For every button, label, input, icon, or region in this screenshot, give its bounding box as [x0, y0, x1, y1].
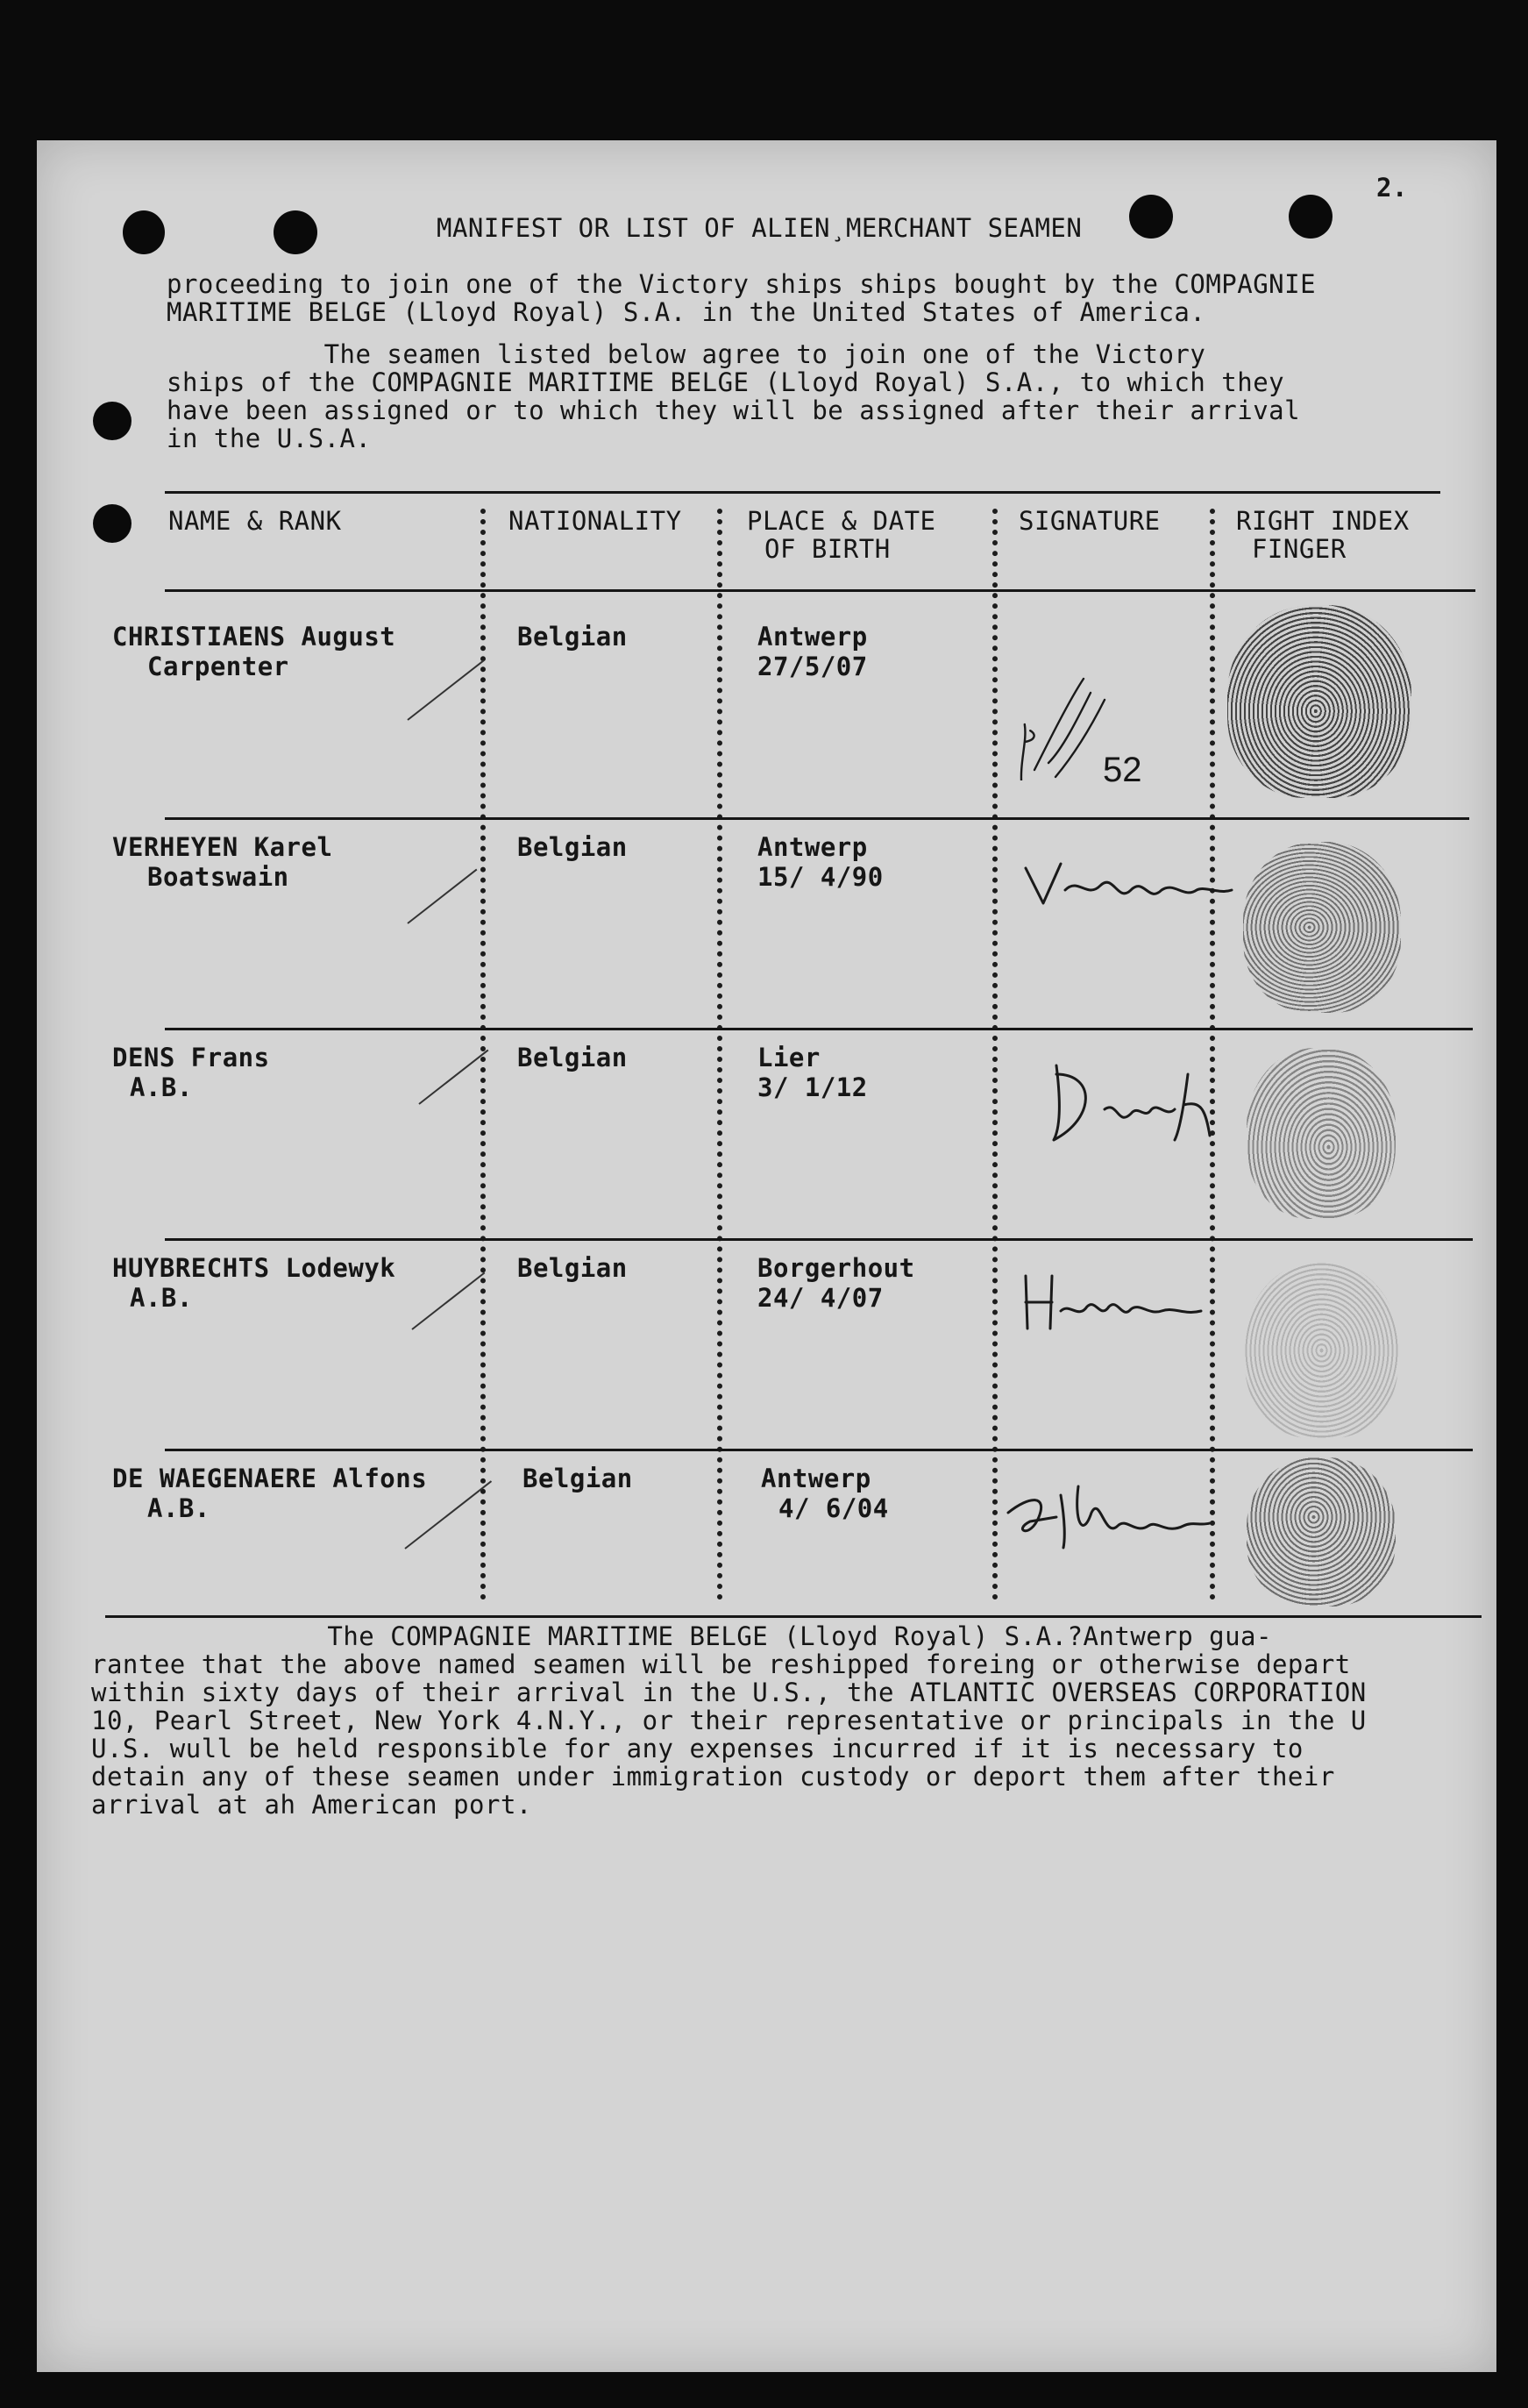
- row-rule: [165, 1238, 1473, 1241]
- guarantee-line: The COMPAGNIE MARITIME BELGE (Lloyd Royal) S.A.?Antwerp gua-: [91, 1621, 1272, 1651]
- nationality: Belgian: [517, 1253, 628, 1283]
- fingerprint: [1227, 605, 1411, 798]
- punch-hole: [93, 504, 131, 543]
- paragraph-line: in the U.S.A.: [167, 424, 372, 453]
- guarantee-line: arrival at ah American port.: [91, 1790, 532, 1820]
- page-title: MANIFEST OR LIST OF ALIEN¸MERCHANT SEAMEN: [437, 213, 1083, 243]
- guarantee-line: within sixty days of their arrival in the U.S., the ATLANTIC OVERSEAS CORPORATION: [91, 1678, 1367, 1707]
- signature-image: [1006, 605, 1182, 780]
- punch-hole: [1289, 195, 1333, 239]
- seaman-name: HUYBRECHTS Lodewyk: [112, 1253, 396, 1283]
- column-separator: [717, 509, 722, 1600]
- header-finger: FINGER: [1236, 534, 1347, 564]
- seaman-name: VERHEYEN Karel: [112, 832, 333, 862]
- nationality: Belgian: [517, 832, 628, 862]
- signature-image: [1017, 851, 1236, 938]
- paragraph-line: have been assigned or to which they will be assigned after their arrival: [167, 395, 1301, 425]
- signature-image: [1034, 1057, 1254, 1144]
- signature-note: 52: [1103, 751, 1142, 789]
- seaman-rank: A.B.: [130, 1283, 193, 1313]
- header-nationality: NATIONALITY: [508, 506, 682, 536]
- fingerprint: [1247, 1457, 1396, 1607]
- signature-image: [995, 1478, 1214, 1565]
- birth-date: 24/ 4/07: [757, 1283, 884, 1313]
- birth-date: 3/ 1/12: [757, 1072, 868, 1102]
- birth-place: Borgerhout: [757, 1253, 915, 1283]
- seaman-rank: Boatswain: [147, 862, 289, 892]
- header-finger: RIGHT INDEX: [1236, 506, 1410, 536]
- column-separator: [1210, 509, 1215, 1600]
- row-rule: [165, 817, 1469, 820]
- fingerprint: [1243, 842, 1401, 1013]
- punch-hole: [123, 210, 165, 254]
- table-top-rule: [165, 491, 1440, 494]
- header-place-date: OF BIRTH: [764, 534, 891, 564]
- column-separator: [992, 509, 998, 1600]
- signature-image: [1008, 1267, 1227, 1355]
- fingerprint: [1245, 1263, 1398, 1438]
- birth-date: 15/ 4/90: [757, 862, 884, 892]
- guarantee-line: detain any of these seamen under immigration custody or deport them after their: [91, 1762, 1335, 1792]
- punch-hole: [274, 210, 317, 254]
- punch-hole: [1129, 195, 1173, 239]
- row-rule: [165, 1449, 1473, 1451]
- fingerprint: [1247, 1048, 1396, 1219]
- birth-place: Lier: [757, 1043, 821, 1072]
- seaman-rank: Carpenter: [147, 652, 289, 681]
- header-signature: SIGNATURE: [1019, 506, 1161, 536]
- intro-line: MARITIME BELGE (Lloyd Royal) S.A. in the United States of America.: [167, 297, 1206, 327]
- header-place-date: PLACE & DATE: [747, 506, 936, 536]
- paragraph-line: ships of the COMPAGNIE MARITIME BELGE (Lloyd Royal) S.A., to which they: [167, 367, 1285, 397]
- paragraph-line: The seamen listed below agree to join one of the Victory: [167, 339, 1206, 369]
- guarantee-line: rantee that the above named seamen will be reshipped foreing or otherwise depart: [91, 1649, 1351, 1679]
- seaman-rank: A.B.: [147, 1493, 210, 1523]
- nationality: Belgian: [522, 1464, 633, 1493]
- nationality: Belgian: [517, 622, 628, 652]
- birth-place: Antwerp: [757, 622, 868, 652]
- seaman-name: DENS Frans: [112, 1043, 270, 1072]
- punch-hole: [93, 402, 131, 440]
- nationality: Belgian: [517, 1043, 628, 1072]
- birth-date: 27/5/07: [757, 652, 868, 681]
- header-name: NAME & RANK: [168, 506, 342, 536]
- seaman-rank: A.B.: [130, 1072, 193, 1102]
- page-number: 2.: [1376, 173, 1408, 203]
- birth-place: Antwerp: [761, 1464, 871, 1493]
- seaman-name: CHRISTIAENS August: [112, 622, 396, 652]
- row-rule: [105, 1615, 1482, 1618]
- guarantee-line: U.S. wull be held responsible for any expenses incurred if it is necessary to: [91, 1734, 1304, 1763]
- birth-place: Antwerp: [757, 832, 868, 862]
- intro-line: proceeding to join one of the Victory ships ships bought by the COMPAGNIE: [167, 269, 1317, 299]
- birth-date: 4/ 6/04: [778, 1493, 889, 1523]
- row-rule: [165, 1028, 1473, 1030]
- seaman-name: DE WAEGENAERE Alfons: [112, 1464, 428, 1493]
- guarantee-line: 10, Pearl Street, New York 4.N.Y., or their representative or principals in the U: [91, 1706, 1367, 1735]
- row-rule: [165, 589, 1475, 592]
